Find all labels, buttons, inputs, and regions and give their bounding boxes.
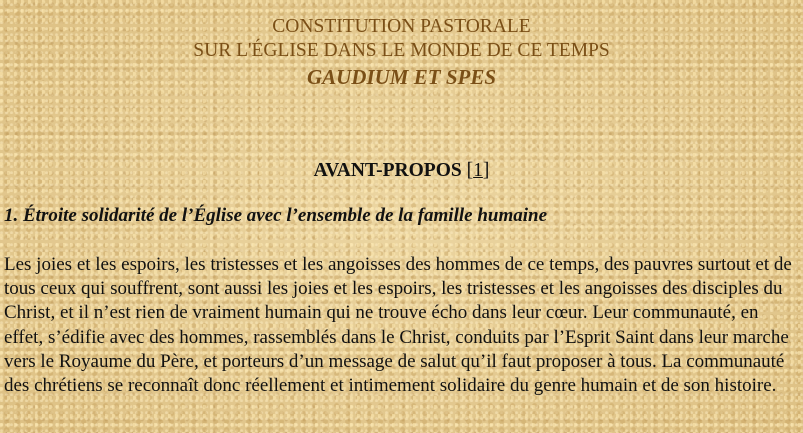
footnote-link[interactable]: 1 — [473, 160, 483, 181]
footnote-bracket-close: ] — [482, 160, 490, 181]
document-header — [0, 15, 803, 91]
footnote-bracket-open: [ — [466, 160, 474, 181]
header-line-2: SUR L'ÉGLISE DANS LE MONDE DE CE TEMPS — [193, 40, 610, 61]
paragraph-body: Les joies et les espoirs, les tristesses et les angoisses des hommes de ce temps, des pauvres surtout et de tous ceux qui souffrent, sont aussi les joies et les espoirs, les tristesses et les angoisses des disciples du Christ, et il n’est rien de vraiment humain qui ne trouve écho dans leur cœur. Leur communauté, en effet, s’édifie avec des hommes, rassemblés dans le Christ, conduits par l’Esprit Saint dans leur marche vers le Royaume du Père, et porteurs d’un message de salut qu’il faut proposer à tous. La communauté des chrétiens se reconnaît donc réellement et intimement solidaire du genre humain et de son histoire. — [4, 254, 792, 397]
paragraph-heading: 1. Étroite solidarité de l’Église avec l’ensemble de la famille humaine — [4, 205, 548, 226]
section-title-text: AVANT-PROPOS — [313, 160, 462, 181]
document-subtitle: GAUDIUM ET SPES — [306, 65, 497, 89]
section-title — [0, 159, 803, 183]
header-line-1: CONSTITUTION PASTORALE — [272, 16, 531, 37]
